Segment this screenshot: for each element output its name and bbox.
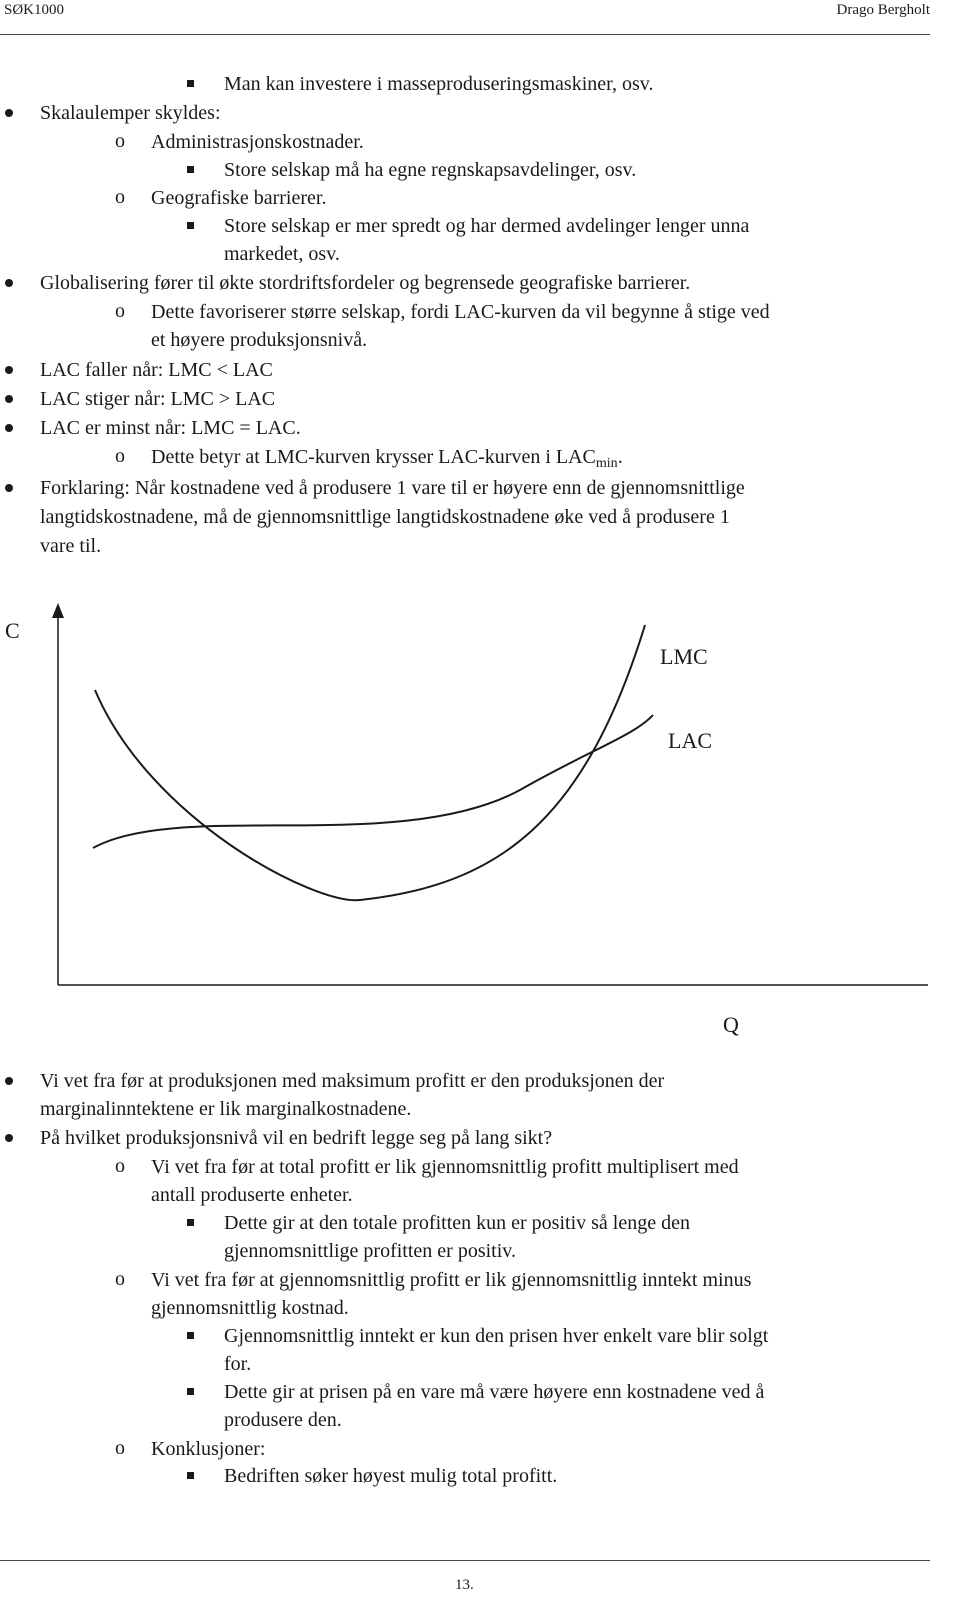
text-line: Forklaring: Når kostnadene ved å produsere 1 vare til er høyere enn de gjennomsnittlige bbox=[40, 477, 745, 499]
lmc-curve bbox=[95, 625, 645, 900]
text-line: Globalisering fører til økte stordriftsfordeler og begrensede geografiske barrierer. bbox=[40, 272, 691, 294]
bullet-square bbox=[187, 80, 194, 87]
bullet-square bbox=[187, 1332, 194, 1339]
text-line: produsere den. bbox=[224, 1409, 342, 1431]
text-line bbox=[151, 446, 623, 475]
text-line: Geografiske barrierer. bbox=[151, 187, 327, 209]
bullet-circle: o bbox=[115, 445, 125, 467]
text-line: Administrasjonskostnader. bbox=[151, 131, 364, 153]
course-code: SØK1000 bbox=[4, 2, 65, 18]
text-line: et høyere produksjonsnivå. bbox=[151, 329, 368, 351]
text-line: Konklusjoner: bbox=[151, 1438, 266, 1460]
bullet-disc bbox=[5, 366, 13, 374]
bullet-circle: o bbox=[115, 1155, 125, 1177]
bullet-square bbox=[187, 222, 194, 229]
y-axis-label: C bbox=[5, 618, 20, 643]
bullet-circle: o bbox=[115, 1268, 125, 1290]
text-line: for. bbox=[224, 1353, 252, 1375]
text-line: Bedriften søker høyest mulig total profitt. bbox=[224, 1465, 558, 1487]
bullet-circle: o bbox=[115, 186, 125, 208]
y-axis-arrow bbox=[52, 603, 64, 618]
cost-curves-diagram bbox=[0, 590, 930, 1050]
text-line: LAC faller når: LMC < LAC bbox=[40, 359, 273, 381]
text-line: Gjennomsnittlig inntekt er kun den prisen hver enkelt vare blir solgt bbox=[224, 1325, 769, 1347]
bullet-disc bbox=[5, 424, 13, 432]
bullet-disc bbox=[5, 395, 13, 403]
text-line: Vi vet fra før at produksjonen med maksimum profitt er den produksjonen der bbox=[40, 1070, 665, 1092]
text-line: Skalaulemper skyldes: bbox=[40, 102, 221, 124]
bullet-disc bbox=[5, 1077, 13, 1085]
bullet-square bbox=[187, 1219, 194, 1226]
lac-curve bbox=[93, 715, 653, 848]
text-line: vare til. bbox=[40, 535, 102, 557]
lmc-label: LMC bbox=[660, 644, 708, 669]
author-name: Drago Bergholt bbox=[836, 2, 930, 18]
text-line: Vi vet fra før at gjennomsnittlig profitt er lik gjennomsnittlig inntekt minus bbox=[151, 1269, 752, 1291]
text-line: LAC stiger når: LMC > LAC bbox=[40, 388, 276, 410]
text-line: LAC er minst når: LMC = LAC. bbox=[40, 417, 301, 439]
bullet-disc bbox=[5, 109, 13, 117]
text-line: Dette gir at den totale profitten kun er positiv så lenge den bbox=[224, 1212, 690, 1234]
text-line: Vi vet fra før at total profitt er lik gjennomsnittlig profitt multiplisert med bbox=[151, 1156, 739, 1178]
bullet-square bbox=[187, 1388, 194, 1395]
bullet-circle: o bbox=[115, 1437, 125, 1459]
text-segment: . bbox=[617, 446, 623, 468]
x-axis-label: Q bbox=[723, 1012, 739, 1037]
bullet-disc bbox=[5, 484, 13, 492]
text-line: gjennomsnittlig kostnad. bbox=[151, 1297, 349, 1319]
text-line: Store selskap må ha egne regnskapsavdelinger, osv. bbox=[224, 159, 637, 181]
text-line: langtidskostnadene, må de gjennomsnittlige langtidskostnadene øke ved å produsere 1 bbox=[40, 506, 730, 528]
bullet-circle: o bbox=[115, 300, 125, 322]
bullet-square bbox=[187, 1472, 194, 1479]
subscript-min: min bbox=[595, 456, 618, 471]
page-header bbox=[0, 0, 930, 35]
lac-label: LAC bbox=[668, 728, 712, 753]
text-line: På hvilket produksjonsnivå vil en bedrift legge seg på lang sikt? bbox=[40, 1127, 553, 1149]
text-line: Dette favoriserer større selskap, fordi LAC-kurven da vil begynne å stige ved bbox=[151, 301, 770, 323]
text-line: gjennomsnittlige profitten er positiv. bbox=[224, 1240, 516, 1262]
footer-rule bbox=[0, 1560, 930, 1561]
text-line: Man kan investere i masseproduseringsmaskiner, osv. bbox=[224, 73, 654, 95]
text-line: antall produserte enheter. bbox=[151, 1184, 353, 1206]
text-line: Dette gir at prisen på en vare må være høyere enn kostnadene ved å bbox=[224, 1381, 765, 1403]
text-line: Store selskap er mer spredt og har dermed avdelinger lenger unna bbox=[224, 215, 750, 237]
text-line: marginalinntektene er lik marginalkostnadene. bbox=[40, 1098, 412, 1120]
bullet-circle: o bbox=[115, 130, 125, 152]
bullet-disc bbox=[5, 1134, 13, 1142]
bullet-square bbox=[187, 166, 194, 173]
page-number: 13. bbox=[455, 1577, 474, 1593]
text-line: markedet, osv. bbox=[224, 243, 340, 265]
bullet-disc bbox=[5, 279, 13, 287]
text-segment: Dette betyr at LMC-kurven krysser LAC-kurven i LAC bbox=[151, 446, 596, 468]
